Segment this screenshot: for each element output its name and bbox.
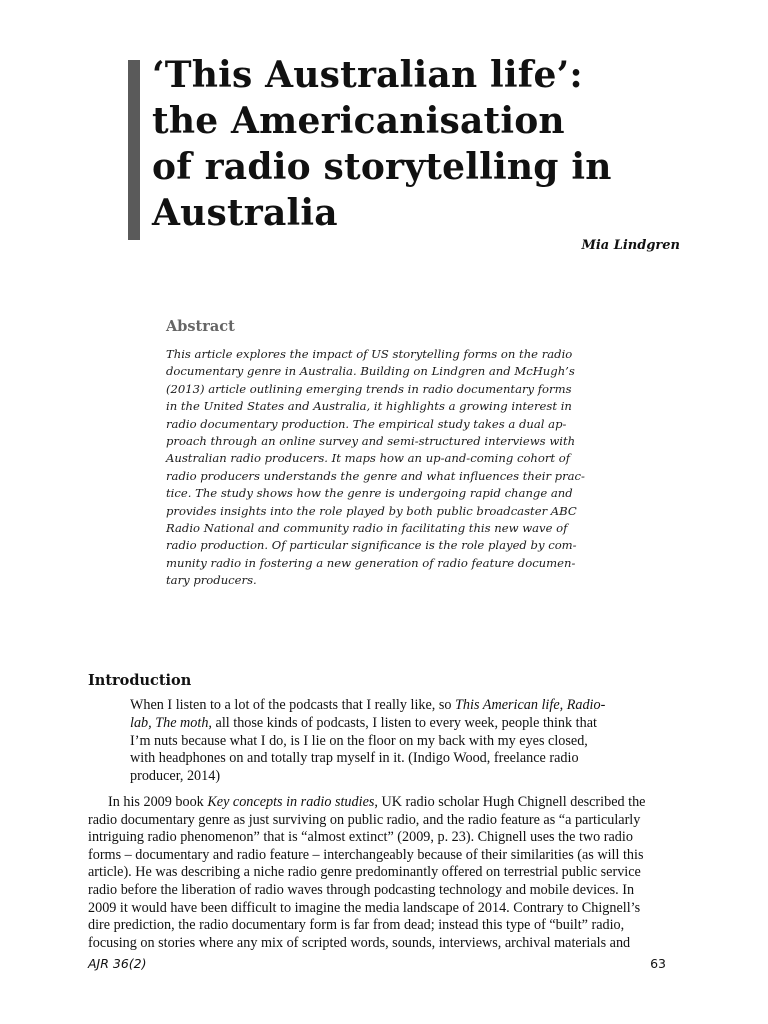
introduction-heading: Introduction xyxy=(88,672,192,689)
title-line: Australia xyxy=(152,192,338,234)
abstract-line: documentary genre in Australia. Building on Lindgren and McHugh’s xyxy=(166,364,575,379)
quote-italic-text: lab, The moth, xyxy=(130,714,212,731)
book-title-italic: Key concepts in radio studies xyxy=(207,794,375,810)
paragraph-text: In his 2009 book xyxy=(108,794,208,810)
quote-italic-text: This American life, Radio- xyxy=(455,697,606,713)
paragraph-line: radio documentary genre as just surviving on public radio, and the radio feature as “a particularly xyxy=(88,811,641,828)
journal-citation: AJR 36(2) xyxy=(88,956,147,971)
author-name: Mia Lindgren xyxy=(581,238,680,253)
paragraph-line: intriguing radio phenomenon” that is “almost extinct” (2009, p. 23). Chignell uses the two radio xyxy=(88,829,633,846)
paragraph-line xyxy=(88,794,684,812)
abstract-line: Australian radio producers. It maps how an up-and-coming cohort of xyxy=(166,451,571,466)
paragraph-line: article). He was describing a niche radio genre predominantly offered on terrestrial public service xyxy=(88,864,641,881)
article-title xyxy=(152,52,672,236)
title-line: ‘This Australian life’: xyxy=(152,54,583,96)
opening-quote xyxy=(130,697,638,786)
quote-line: I’m nuts because what I do, is I lie on the floor on my back with my eyes closed, xyxy=(130,732,588,749)
page-number: 63 xyxy=(650,956,666,971)
quote-line xyxy=(130,697,638,715)
quote-line xyxy=(130,715,638,733)
title-line: the Americanisation xyxy=(152,100,565,142)
title-accent-bar xyxy=(128,60,140,240)
quote-line: with headphones on and totally trap myself in it. (Indigo Wood, freelance radio xyxy=(130,750,579,767)
abstract-line: tice. The study shows how the genre is undergoing rapid change and xyxy=(166,486,573,501)
paragraph-line: focusing on stories where any mix of scripted words, sounds, interviews, archival materials and xyxy=(88,934,631,951)
quote-text: all those kinds of podcasts, I listen to every week, people think that xyxy=(211,714,597,731)
paragraph-line: forms – documentary and radio feature – interchangeably because of their similarities (as will this xyxy=(88,846,644,863)
abstract-line: proach through an online survey and semi-structured interviews with xyxy=(166,434,576,449)
abstract-line: in the United States and Australia, it highlights a growing interest in xyxy=(166,399,572,414)
body-paragraph xyxy=(88,794,684,952)
abstract-line: radio documentary production. The empirical study takes a dual ap- xyxy=(166,416,567,431)
abstract-line: munity radio in fostering a new generation of radio feature documen- xyxy=(166,555,576,570)
quote-text: When I listen to a lot of the podcasts that I really like, so xyxy=(130,697,456,713)
abstract-heading: Abstract xyxy=(166,318,235,335)
title-line: of radio storytelling in xyxy=(152,146,612,188)
paragraph-line: 2009 it would have been difficult to imagine the media landscape of 2014. Contrary to Chignell’s xyxy=(88,899,641,916)
abstract-line: This article explores the impact of US storytelling forms on the radio xyxy=(166,347,573,361)
paragraph-text: , UK radio scholar Hugh Chignell described the xyxy=(374,794,646,810)
abstract-line: provides insights into the role played by both public broadcaster ABC xyxy=(166,503,577,518)
paragraph-line: dire prediction, the radio documentary form is far from dead; instead this type of “built” radio, xyxy=(88,917,625,934)
abstract-line: radio production. Of particular significance is the role played by com- xyxy=(166,538,577,553)
abstract-line: Radio National and community radio in facilitating this new wave of xyxy=(166,521,568,536)
abstract-text xyxy=(166,346,606,590)
abstract-line: (2013) article outlining emerging trends in radio documentary forms xyxy=(166,381,572,396)
abstract-line: radio producers understands the genre and what influences their prac- xyxy=(166,468,585,483)
paragraph-line: radio before the liberation of radio waves through podcasting technology and mobile devices. In xyxy=(88,881,635,898)
abstract-line: tary producers. xyxy=(166,573,257,588)
quote-line: producer, 2014) xyxy=(130,768,221,785)
